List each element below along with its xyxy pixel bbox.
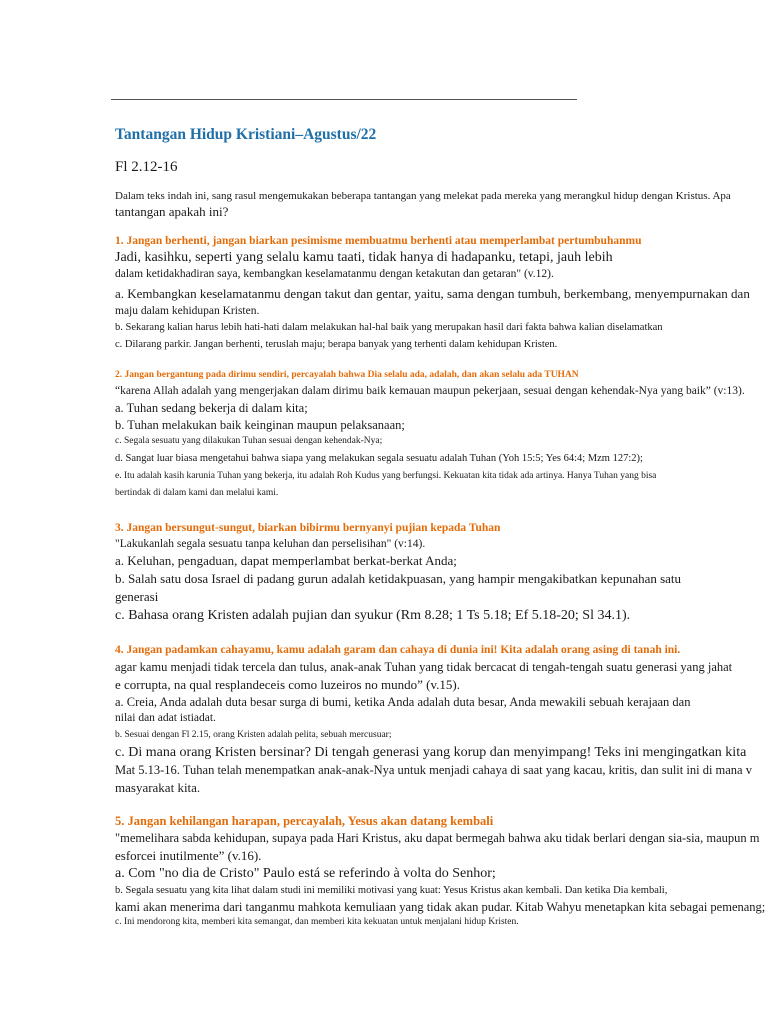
section-line: c. Di mana orang Kristen bersinar? Di tengah generasi yang korup dan menyimpang! Teks ini mengingatkan kita — [115, 745, 747, 760]
section-heading: 1. Jangan berhenti, jangan biarkan pesimisme membuatmu berhenti atau memperlambat pertumbuhanmu — [115, 235, 642, 247]
section-1 — [115, 233, 768, 353]
section-line: c. Ini mendorong kita, memberi kita semangat, dan memberi kita kekuatan untuk menjalani hidup Kristen. — [115, 917, 519, 927]
section-heading: 5. Jangan kehilangan harapan, percayalah, Yesus akan datang kembali — [115, 814, 494, 828]
section-line: "memelihara sabda kehidupan, supaya pada Hari Kristus, aku dapat bermegah bahwa aku tidak berlari dengan sia-sia, maupun m — [115, 831, 760, 845]
section-line: nilai dan adat istiadat. — [115, 712, 216, 724]
section-line: e. Itu adalah kasih karunia Tuhan yang bekerja, itu adalah Roh Kudus yang berfungsi. Kekuatan kita tidak ada artinya. Hanya Tuhan yang bisa — [115, 471, 657, 481]
section-line: kami akan menerima dari tanganmu mahkota kemuliaan yang tidak akan pudar. Kitab Wahyu menetapkan kita sebagai pemenang; — [115, 900, 766, 914]
section-line: a. Keluhan, pengaduan, dapat memperlambat berkat-berkat Anda; — [115, 553, 457, 568]
section-3 — [115, 520, 768, 626]
section-line: a. Creia, Anda adalah duta besar surga di bumi, ketika Anda adalah duta besar, Anda mewakili sebuah kerajaan dan — [115, 695, 691, 709]
section-line: b. Sekarang kalian harus lebih hati-hati dalam melakukan hal-hal baik yang merupakan hasil dari fakta bahwa kalian diselamatkan — [115, 322, 663, 333]
section-line: a. Kembangkan keselamatanmu dengan takut dan gentar, yaitu, sama dengan tumbuh, berkembang, menyempurnakan dan — [115, 286, 750, 301]
section-line: b. Sesuai dengan Fl 2.15, orang Kristen adalah pelita, sebuah mercusuar; — [115, 730, 392, 740]
intro-line-2: tantangan apakah ini? — [115, 204, 229, 219]
section-line: d. Sangat luar biasa mengetahui bahwa siapa yang melakukan segala sesuatu adalah Tuhan (Yoh 15:5; Yes 64:4; Mzm 127:2); — [115, 453, 643, 464]
section-line: c. Dilarang parkir. Jangan berhenti, teruslah maju; berapa banyak yang terhenti dalam kehidupan Kristen. — [115, 339, 558, 350]
section-line: e corrupta, na qual resplandeceis como luzeiros no mundo” (v.15). — [115, 677, 460, 692]
section-line: esforcei inutilmente” (v.16). — [115, 848, 262, 863]
section-line: Mat 5.13-16. Tuhan telah menempatkan anak-anak-Nya untuk menjadi cahaya di saat yang kacau, kritis, dan sulit ini di mana v — [115, 763, 752, 777]
document-title: Tantangan Hidup Kristiani–Agustus/22 — [115, 126, 377, 143]
section-heading: 3. Jangan bersungut-sungut, biarkan bibirmu bernyanyi pujian kepada Tuhan — [115, 522, 501, 534]
intro-line-1: Dalam teks indah ini, sang rasul mengemukakan beberapa tantangan yang melekat pada mereka yang merangkul hidup dengan Kristus. Apa — [115, 190, 731, 202]
section-line: Jadi, kasihku, seperti yang selalu kamu taati, tidak hanya di hadapanku, tetapi, jauh lebih — [115, 250, 613, 265]
horizontal-divider — [111, 99, 577, 100]
section-line: agar kamu menjadi tidak tercela dan tulus, anak-anak Tuhan yang tidak bercacat di tengah-tengah suatu generasi yang jahat — [115, 660, 733, 674]
section-2 — [115, 368, 768, 502]
section-line: generasi — [115, 589, 159, 604]
section-line: bertindak di dalam kami dan melalui kami. — [115, 488, 279, 498]
section-line: b. Tuhan melakukan baik keinginan maupun pelaksanaan; — [115, 418, 405, 432]
scripture-reference: Fl 2.12-16 — [115, 159, 178, 175]
section-4 — [115, 642, 768, 797]
section-heading: 4. Jangan padamkan cahayamu, kamu adalah garam dan cahaya di dunia ini! Kita adalah orang asing di tanah ini. — [115, 644, 681, 656]
section-line: a. Com "no dia de Cristo" Paulo está se referindo à volta do Senhor; — [115, 866, 496, 881]
section-line: c. Bahasa orang Kristen adalah pujian dan syukur (Rm 8.28; 1 Ts 5.18; Ef 5.18-20; Sl 34.1). — [115, 608, 631, 623]
section-line: “karena Allah adalah yang mengerjakan dalam dirimu baik kemauan maupun pekerjaan, sesuai dengan kehendak-Nya yang baik” (v:13). — [115, 385, 745, 397]
section-line: b. Salah satu dosa Israel di padang gurun adalah ketidakpuasan, yang hampir mengakibatkan kepunahan satu — [115, 571, 682, 586]
section-line: dalam ketidakhadiran saya, kembangkan keselamatanmu dengan ketakutan dan getaran" (v.12). — [115, 268, 554, 280]
section-line: masyarakat kita. — [115, 780, 201, 795]
section-line: maju dalam kehidupan Kristen. — [115, 305, 260, 317]
document-body — [115, 126, 768, 930]
section-line: "Lakukanlah segala sesuatu tanpa keluhan dan perselisihan" (v:14). — [115, 538, 426, 550]
section-line: a. Tuhan sedang bekerja di dalam kita; — [115, 401, 308, 415]
section-line: c. Segala sesuatu yang dilakukan Tuhan sesuai dengan kehendak-Nya; — [115, 436, 383, 446]
section-line: b. Segala sesuatu yang kita lihat dalam studi ini memiliki motivasi yang kuat: Yesus Kristus akan kembali. Dan ketika Dia kembali, — [115, 885, 668, 896]
section-5 — [115, 813, 768, 930]
section-heading: 2. Jangan bergantung pada dirimu sendiri, percayalah bahwa Dia selalu ada, adalah, dan akan selalu ada TUHAN — [115, 370, 579, 380]
